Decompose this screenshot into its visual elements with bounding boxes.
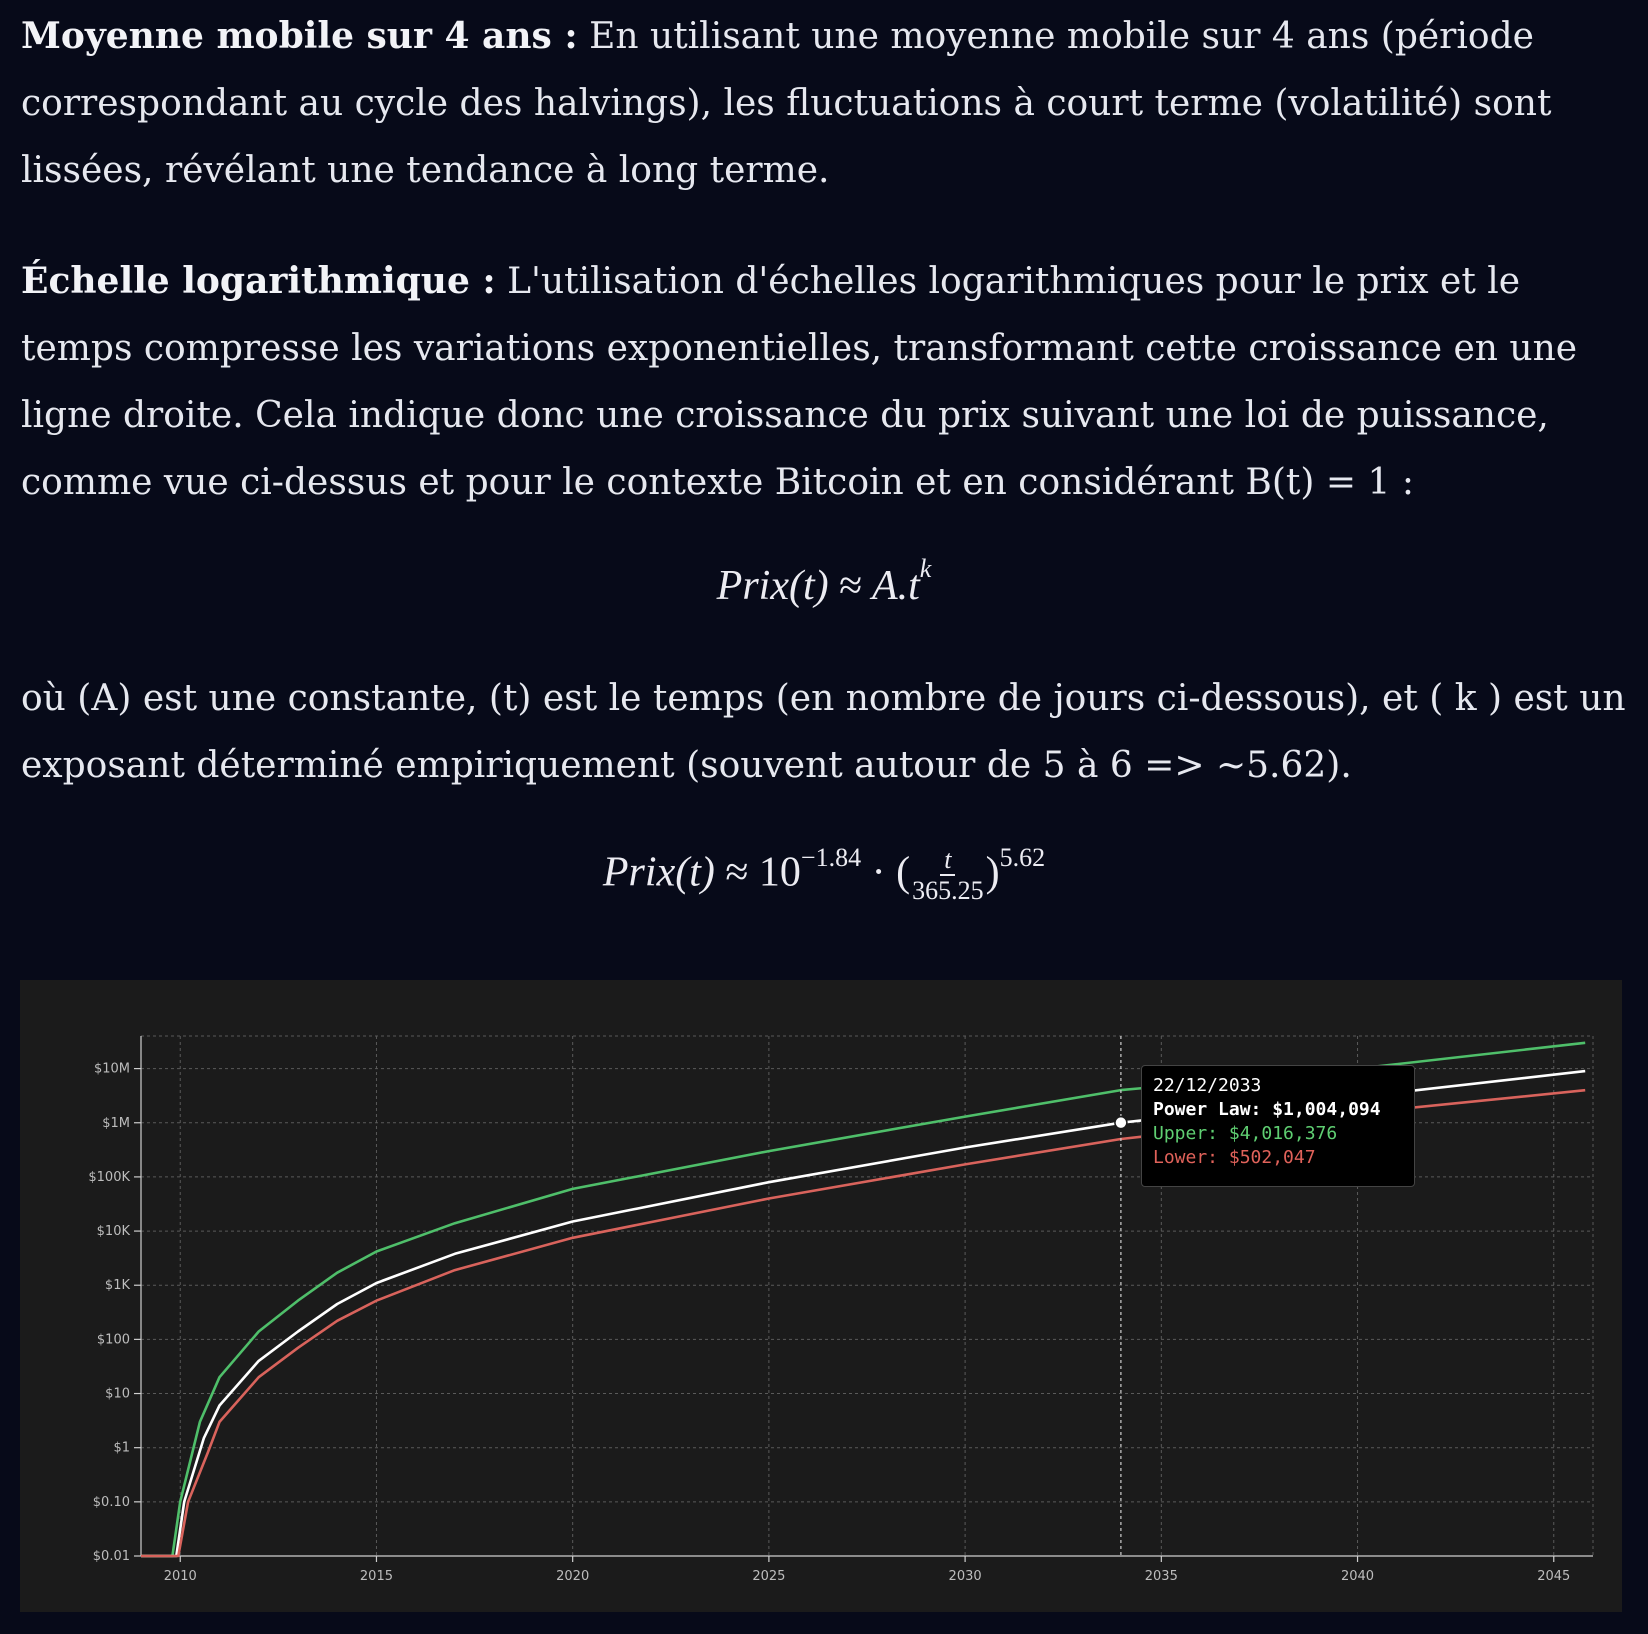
tooltip-lower: Lower: $502,047: [1153, 1147, 1316, 1168]
x-tick-label: 2025: [752, 1569, 786, 1584]
y-tick-label: $10: [105, 1386, 130, 1402]
formula-approx: ≈: [725, 849, 749, 896]
x-tick-label: 2035: [1144, 1569, 1178, 1584]
y-tick-label: $0.10: [92, 1494, 130, 1510]
fraction-numerator: t: [940, 846, 955, 876]
formula-power-law: [0, 554, 1648, 610]
formula-exponent: k: [919, 554, 932, 583]
tooltip-upper: Upper: $4,016,376: [1153, 1123, 1338, 1144]
formula-dot: ·: [871, 849, 886, 896]
x-tick-label: 2040: [1340, 1569, 1375, 1584]
y-tick-label: $100K: [88, 1169, 130, 1185]
paragraph-heading: Échelle logarithmique :: [21, 260, 496, 302]
x-tick-label: 2015: [359, 1569, 394, 1584]
x-tick-label: 2010: [163, 1569, 197, 1584]
chart-tooltip: [1141, 1065, 1415, 1187]
formula-rhs: A.t: [871, 563, 920, 609]
y-tick-label: $10K: [96, 1224, 130, 1240]
x-tick-label: 2045: [1537, 1569, 1571, 1584]
x-tick-label: 2020: [556, 1569, 590, 1584]
formula-lhs: Prix(t): [602, 849, 715, 896]
formula-base: 10: [758, 849, 801, 896]
cursor-point: [1115, 1117, 1127, 1129]
formula-fraction: [912, 846, 984, 906]
chart-panel[interactable]: [20, 980, 1622, 1612]
paragraph-body: En utilisant une moyenne mobile sur 4 ans (période correspondant au cycle des halvings), les fluctuations à court terme (volatilité) sont lissées, révélant une tendance à long terme.: [21, 16, 1552, 191]
formula-approx: ≈: [839, 563, 863, 609]
paragraph-body: où (A) est une constante, (t) est le temps (en nombre de jours ci-dessous), et ( k ) est un exposant déterminé empiriquement (souvent autour de 5 à 6 => ~5.62).: [21, 678, 1626, 786]
fraction-denominator: 365.25: [912, 876, 984, 905]
formula-bitcoin: Prix(t) ≈ $10^{-1.84}$ · ( $\frac{t}{365.25}$ )$^{5.62}$: [602, 842, 1046, 905]
paragraph-moving-average: [21, 3, 1631, 204]
y-tick-label: $1M: [102, 1115, 130, 1131]
x-tick-label: 2030: [948, 1569, 982, 1584]
y-tick-label: $100: [96, 1332, 130, 1348]
y-tick-label: $1: [113, 1440, 130, 1456]
tooltip-power-law: Power Law: $1,004,094: [1153, 1099, 1381, 1120]
y-tick-label: $10M: [93, 1061, 130, 1077]
paragraph-constants: [21, 665, 1631, 799]
formula-lhs: Prix(t): [716, 563, 829, 609]
y-tick-label: $1K: [104, 1278, 130, 1294]
paragraph-heading: Moyenne mobile sur 4 ans :: [21, 15, 578, 57]
paragraph-body: L'utilisation d'échelles logarithmiques pour le prix et le temps compresse les variations exponentielles, transformant cette croissance en une ligne droite. Cela indique donc une croissance du prix suivant une loi de puissance, comme vue ci-dessus et pour le contexte Bitcoin et en considérant B(t) = 1 :: [21, 261, 1578, 503]
formula-base-exponent: −1.84: [800, 842, 862, 872]
formula-exponent: 5.62: [999, 842, 1046, 872]
paragraph-log-scale: [21, 248, 1631, 516]
tooltip-date: 22/12/2033: [1153, 1075, 1262, 1096]
y-tick-label: $0.01: [92, 1549, 130, 1564]
